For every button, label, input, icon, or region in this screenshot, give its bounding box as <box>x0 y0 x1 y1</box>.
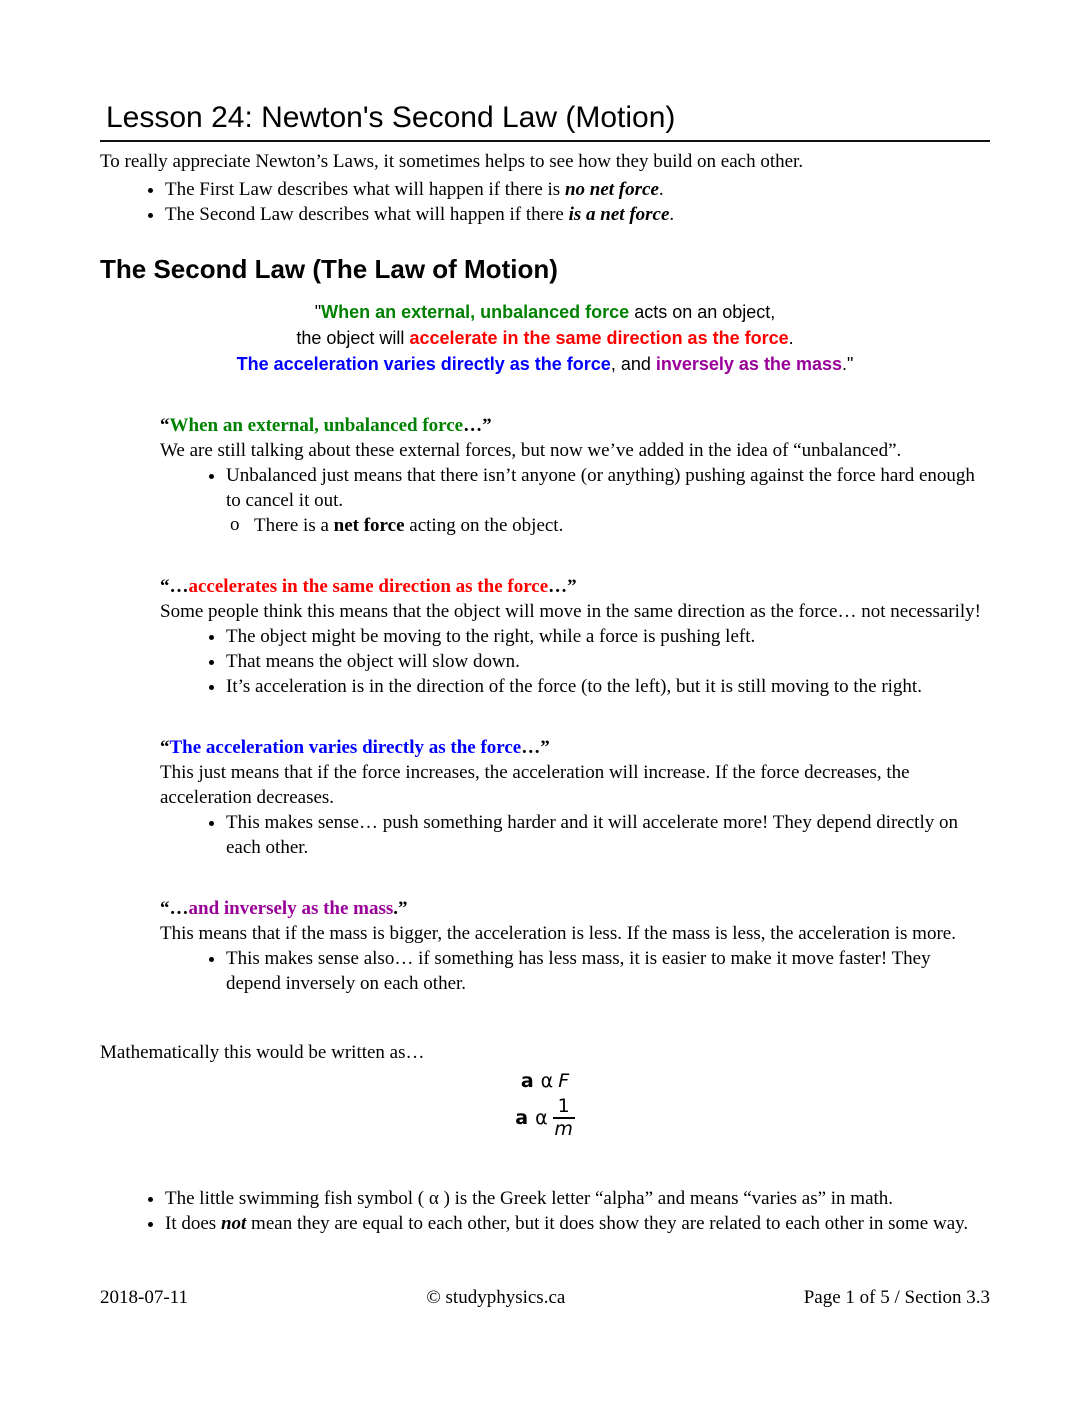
sub-bullet-list <box>226 513 990 538</box>
emphasis-text: no net force <box>564 179 659 200</box>
section-bullet-list <box>160 463 990 538</box>
alpha-notes-list <box>100 1186 990 1236</box>
list-item <box>226 463 990 538</box>
section-varies-directly <box>160 735 990 860</box>
footer-date: 2018-07-11 <box>100 1287 188 1308</box>
quote-line-1: "When an external, unbalanced force acts on an object, <box>314 302 776 322</box>
section-same-direction <box>160 574 990 699</box>
section-heading: “…and inversely as the mass.” <box>160 898 408 919</box>
quote-line-3: The acceleration varies directly as the force, and inversely as the mass." <box>236 354 854 374</box>
emphasis-text: not <box>220 1213 247 1234</box>
quote-green-text: When an external, unbalanced force <box>321 302 630 322</box>
second-law-heading: The Second Law (The Law of Motion) <box>100 254 558 284</box>
bullet-text: Unbalanced just means that there isn’t anyone (or anything) pushing against the force hard enough to cancel it out. <box>226 465 975 511</box>
section-body: This just means that if the force increases, the acceleration will increase. If the force decreases, the acceleration decreases. <box>160 762 910 808</box>
list-item <box>165 202 990 227</box>
intro-bullet-list <box>100 177 990 227</box>
section-inversely-mass <box>160 896 990 996</box>
quote-purple-text: inversely as the mass <box>655 354 842 374</box>
section-body: We are still talking about these external forces, but now we’ve added in the idea of “unbalanced”. <box>160 440 902 461</box>
emphasis-text: is a net force <box>568 204 670 225</box>
math-intro-text: Mathematically this would be written as… <box>100 1042 425 1063</box>
quote-line-2: the object will accelerate in the same direction as the force. <box>296 328 794 348</box>
alpha-symbol: α <box>535 1106 548 1129</box>
section-heading: “When an external, unbalanced force…” <box>160 415 492 436</box>
list-item: • It’s acceleration is in the direction of the force (to the left), but it is still moving to the right. <box>226 674 990 699</box>
section-bullet-list <box>160 624 990 699</box>
equation-a-alpha-F <box>100 1069 990 1093</box>
heading-colored-text: accelerates in the same direction as the force <box>188 576 549 597</box>
heading-colored-text: When an external, unbalanced force <box>169 415 464 436</box>
footer-copyright: © studyphysics.ca <box>426 1287 566 1308</box>
fraction-1-over-m <box>553 1096 575 1140</box>
section-unbalanced-force <box>160 413 990 538</box>
bullet-text: The Second Law describes what will happen if there <box>165 204 569 225</box>
equation-a-alpha-1-over-m <box>100 1096 990 1140</box>
heading-colored-text: and inversely as the mass <box>188 898 394 919</box>
list-item: • This makes sense… push something harder and it will accelerate more! They depend directly on each other. <box>226 810 990 860</box>
list-item: • The little swimming fish symbol ( α ) is the Greek letter “alpha” and means “varies as” in math. <box>165 1186 990 1211</box>
section-heading: “The acceleration varies directly as the force…” <box>160 737 550 758</box>
intro-paragraph: To really appreciate Newton’s Laws, it sometimes helps to see how they build on each other. <box>100 151 804 172</box>
section-bullet-list <box>160 946 990 996</box>
bold-text: net force <box>333 515 405 536</box>
heading-colored-text: The acceleration varies directly as the force <box>169 737 522 758</box>
fraction-numerator: 1 <box>553 1096 575 1119</box>
section-body: This means that if the mass is bigger, the acceleration is less. If the mass is less, the acceleration is more. <box>160 923 956 944</box>
alpha-symbol: α <box>540 1070 554 1092</box>
list-item: • That means the object will slow down. <box>226 649 990 674</box>
quote-blue-text: The acceleration varies directly as the force <box>236 354 611 374</box>
math-var-a: a <box>515 1106 529 1129</box>
bullet-text: The First Law describes what will happen if there is <box>165 179 565 200</box>
equations-block <box>100 1069 990 1140</box>
list-item: o There is a net force acting on the object. <box>254 513 990 538</box>
quote-red-text: accelerate in the same direction as the force <box>409 328 789 348</box>
list-item: • This makes sense also… if something has less mass, it is easier to make it move faster! They depend inversely on each other. <box>226 946 990 996</box>
list-item: • The object might be moving to the right, while a force is pushing left. <box>226 624 990 649</box>
bullet-text: . <box>658 179 664 200</box>
page-footer <box>100 1285 990 1310</box>
bullet-text: . <box>669 204 675 225</box>
page-title: Lesson 24: Newton's Second Law (Motion) <box>106 101 676 134</box>
law-quote <box>100 299 990 377</box>
list-item <box>165 177 990 202</box>
section-body: Some people think this means that the object will move in the same direction as the force… not necessarily! <box>160 601 981 622</box>
math-var-a: a <box>520 1070 534 1092</box>
title-block <box>100 100 990 142</box>
footer-page-number: Page 1 of 5 / Section 3.3 <box>803 1287 990 1308</box>
section-heading: “…accelerates in the same direction as the force…” <box>160 576 577 597</box>
section-bullet-list <box>160 810 990 860</box>
list-item: • It does not mean they are equal to each other, but it does show they are related to each other in some way. <box>165 1211 990 1236</box>
math-var-F: F <box>558 1070 570 1092</box>
fraction-denominator: m <box>554 1118 573 1140</box>
